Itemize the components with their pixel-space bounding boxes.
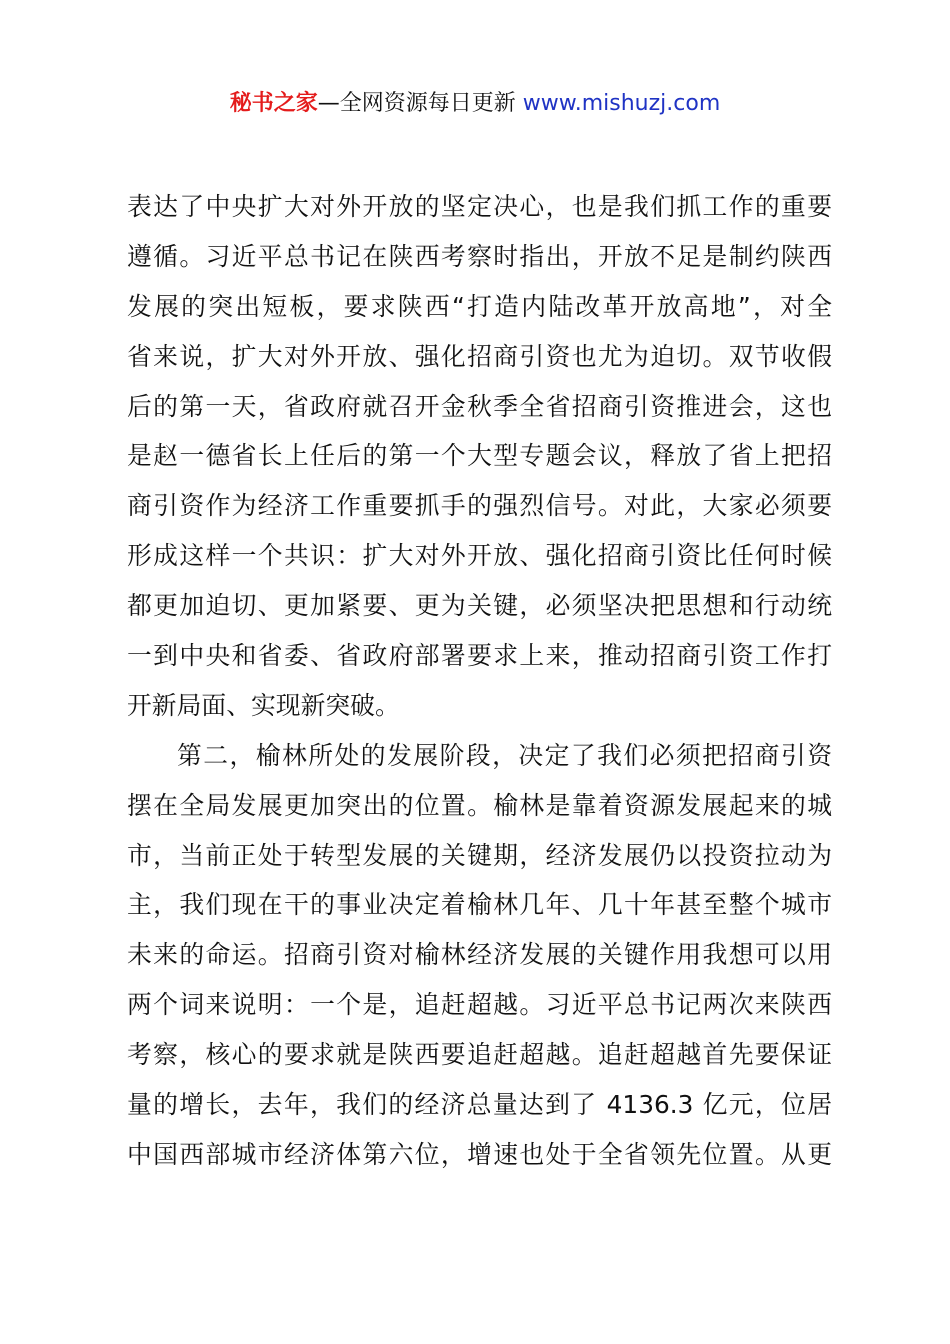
text-line: 摆在全局发展更加突出的位置。榆林是靠着资源发展起来的城 — [127, 790, 832, 820]
text-line: 省来说，扩大对外开放、强化招商引资也尤为迫切。双节收假 — [127, 341, 832, 371]
text-line: 量的增长，去年，我们的经济总量达到了 4136.3 亿元，位居 — [127, 1090, 832, 1120]
page-header — [0, 88, 950, 120]
text-line: 市，当前正处于转型发展的关键期，经济发展仍以投资拉动为 — [127, 840, 832, 870]
text-line: 主，我们现在干的事业决定着榆林几年、几十年甚至整个城市 — [127, 890, 832, 920]
header-tagline: —全网资源每日更新 — [317, 91, 523, 116]
text-line: 中国西部城市经济体第六位，增速也处于全省领先位置。从更 — [127, 1139, 832, 1169]
text-line: 遵循。习近平总书记在陕西考察时指出，开放不足是制约陕西 — [127, 241, 832, 271]
text-line: 未来的命运。招商引资对榆林经济发展的关键作用我想可以用 — [127, 940, 832, 970]
text-line: 形成这样一个共识：扩大对外开放、强化招商引资比任何时候 — [127, 541, 832, 571]
text-line: 两个词来说明：一个是，追赶超越。习近平总书记两次来陕西 — [127, 990, 832, 1020]
header-brand: 秘书之家 — [229, 91, 318, 116]
text-line: 商引资作为经济工作重要抓手的强烈信号。对此，大家必须要 — [127, 491, 832, 521]
text-line: 发展的突出短板，要求陕西“打造内陆改革开放高地”，对全 — [127, 291, 832, 321]
text-line: 一到中央和省委、省政府部署要求上来，推动招商引资工作打 — [127, 641, 832, 671]
text-line: 考察，核心的要求就是陕西要追赶超越。追赶超越首先要保证 — [127, 1040, 832, 1070]
text-line: 是赵一德省长上任后的第一个大型专题会议，释放了省上把招 — [127, 441, 832, 471]
text-line: 都更加迫切、更加紧要、更为关键，必须坚决把思想和行动统 — [127, 591, 832, 621]
header-url-link[interactable]: www.mishuzj.com — [522, 91, 721, 116]
text-line: 表达了中央扩大对外开放的坚定决心，也是我们抓工作的重要 — [127, 192, 832, 221]
paragraph-start-line: 第二，榆林所处的发展阶段，决定了我们必须把招商引资 — [177, 740, 832, 770]
paragraph-end-line: 开新局面、实现新突破。 — [127, 690, 400, 720]
document-body — [127, 182, 832, 1180]
text-line: 后的第一天，省政府就召开金秋季全省招商引资推进会，这也 — [127, 391, 832, 421]
